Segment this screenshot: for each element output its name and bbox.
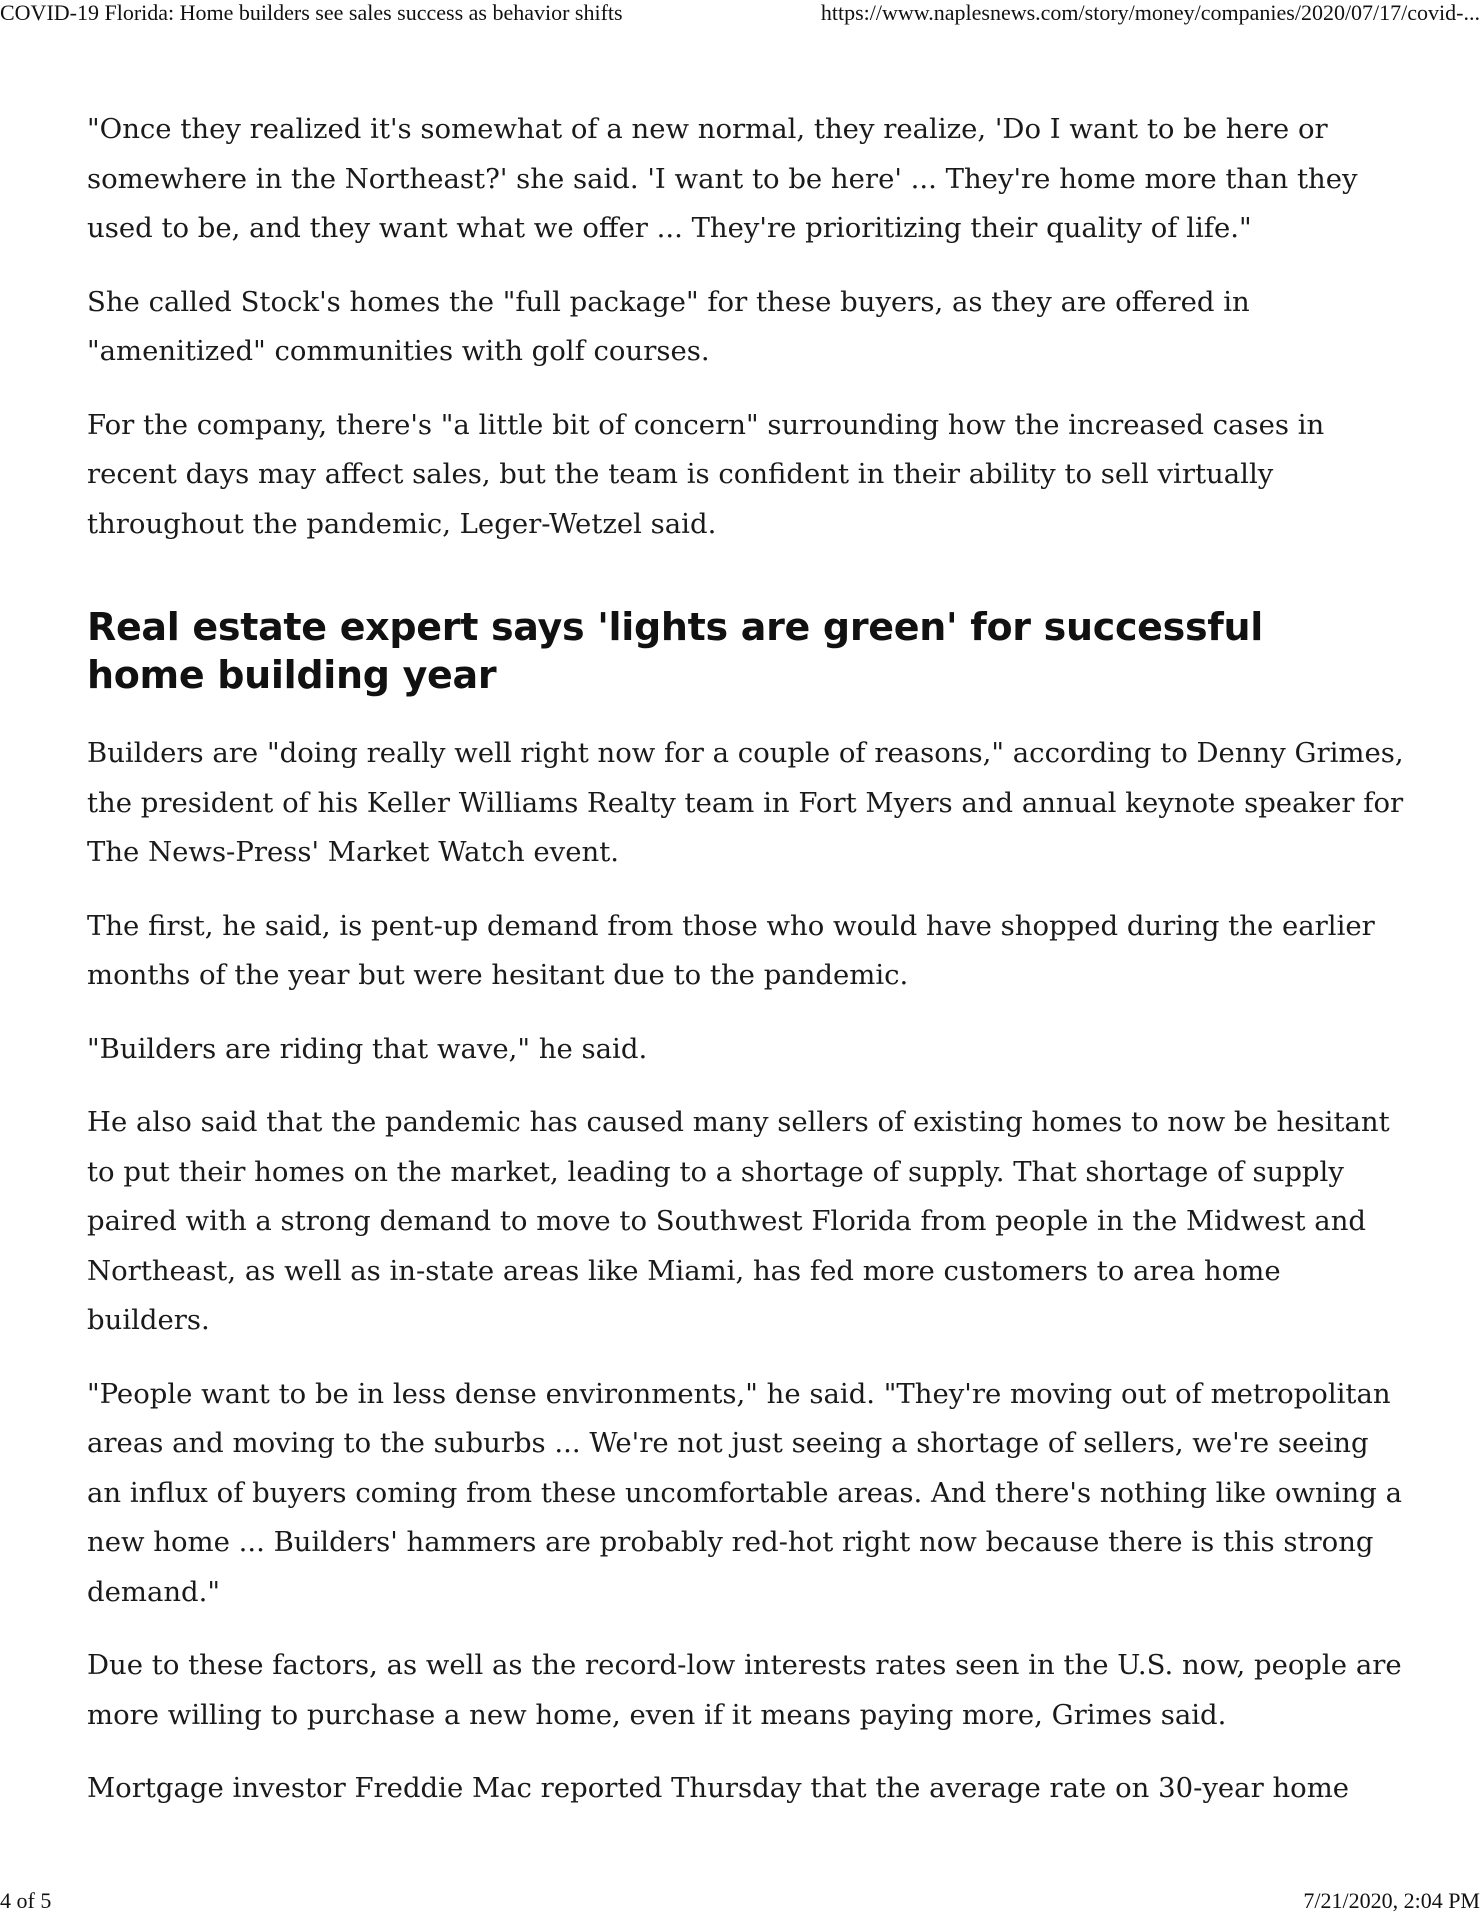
print-header: [0, 0, 1484, 30]
article-paragraph: The first, he said, is pent-up demand from those who would have shopped during the earlier months of the year but were hesitant due to the pandemic.: [87, 909, 1375, 991]
article-paragraph: He also said that the pandemic has caused many sellers of existing homes to now be hesitant to put their homes on the market, leading to a shortage of supply. That shortage of supply paired with a strong demand to move to Southwest Florida from people in the Midwest and Northeast, as well as in-state areas like Miami, has fed more customers to area home builders.: [87, 1106, 1390, 1336]
article-paragraph: Builders are "doing really well right now for a couple of reasons," according to Denny Grimes, the president of his Keller Williams Realty team in Fort Myers and annual keynote speaker for The News-Press' Market Watch event.: [87, 737, 1404, 868]
print-header-url: https://www.naplesnews.com/story/money/companies/2020/07/17/covid-...: [820, 0, 1480, 25]
print-footer: [0, 1888, 1484, 1918]
print-datetime: 7/21/2020, 2:04 PM: [1303, 1888, 1480, 1913]
article-paragraph: Due to these factors, as well as the record-low interests rates seen in the U.S. now, people are more willing to purchase a new home, even if it means paying more, Grimes said.: [87, 1649, 1402, 1731]
article-paragraph: "People want to be in less dense environments," he said. "They're moving out of metropolitan areas and moving to the suburbs ... We're not just seeing a shortage of sellers, we're seeing an influx of buyers coming from these uncomfortable areas. And there's nothing like owning a new home ... Builders' hammers are probably red-hot right now because there is this strong demand.": [87, 1377, 1403, 1608]
article-paragraph: For the company, there's "a little bit of concern" surrounding how the increased cases in recent days may affect sales, but the team is confident in their ability to sell virtually throughout the pandemic, Leger-Wetzel said.: [87, 408, 1325, 540]
article-paragraph: She called Stock's homes the "full package" for these buyers, as they are offered in "amenitized" communities with golf courses.: [87, 285, 1250, 367]
section-heading: Real estate expert says 'lights are green' for successful home building year: [87, 605, 1263, 697]
article-paragraph: Mortgage investor Freddie Mac reported Thursday that the average rate on 30-year home: [87, 1772, 1350, 1804]
article-paragraph: "Builders are riding that wave," he said.: [87, 1032, 648, 1065]
page-number: 4 of 5: [0, 1888, 52, 1913]
article-body: [87, 105, 1407, 1838]
article-paragraph: "Once they realized it's somewhat of a new normal, they realize, 'Do I want to be here or somewhere in the Northeast?' she said. 'I want to be here' ... They're home more than they used to be, and they want what we offer ... They're prioritizing their quality of life.": [87, 113, 1358, 244]
print-header-title: COVID-19 Florida: Home builders see sales success as behavior shifts: [0, 0, 623, 25]
